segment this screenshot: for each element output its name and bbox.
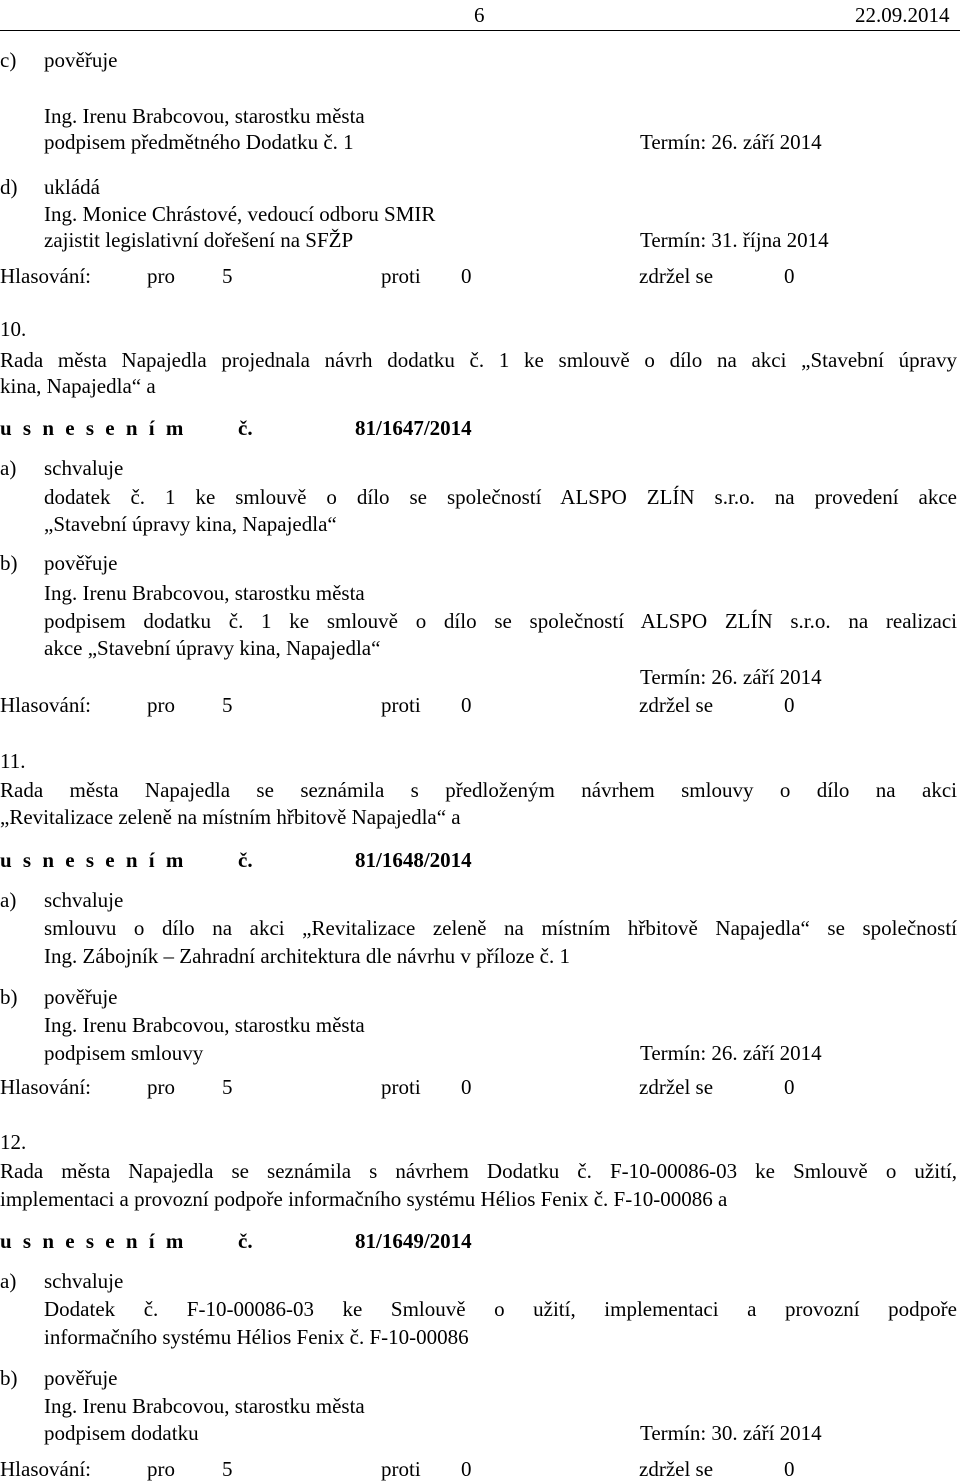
- item-person: Ing. Irenu Brabcovou, starostku města: [44, 1394, 365, 1418]
- vote-pro-count: 5: [222, 693, 233, 717]
- deadline: Termín: 26. září 2014: [640, 130, 822, 154]
- item-text: smlouvu o dílo na akci „Revitalizace zeleně na místním hřbitově Napajedla“ se společností: [44, 916, 957, 940]
- item-text: dodatek č. 1 ke smlouvě o dílo se společností ALSPO ZLÍN s.r.o. na provedení akce: [44, 485, 957, 509]
- item-letter: b): [0, 551, 18, 575]
- item-task: zajistit legislativní dořešení na SFŽP: [44, 228, 354, 252]
- item-person: Ing. Irenu Brabcovou, starostku města: [44, 104, 365, 128]
- resolution-c: č.: [238, 848, 253, 872]
- item-task: podpisem smlouvy: [44, 1041, 204, 1065]
- item-person: Ing. Irenu Brabcovou, starostku města: [44, 1013, 365, 1037]
- resolution-word: u s n e s e n í m: [0, 1229, 187, 1253]
- vote-zdrzel-count: 0: [784, 693, 795, 717]
- item-letter: a): [0, 456, 17, 480]
- section-number: 12.: [0, 1130, 27, 1154]
- vote-zdrzel: zdržel se: [639, 264, 714, 288]
- section-intro: Rada města Napajedla se seznámila s návrhem Dodatku č. F-10-00086-03 ke Smlouvě o užití,: [0, 1159, 957, 1183]
- item-text: „Stavební úpravy kina, Napajedla“: [44, 512, 337, 536]
- vote-zdrzel: zdržel se: [639, 1457, 714, 1481]
- vote-proti-count: 0: [461, 264, 472, 288]
- section-number: 10.: [0, 317, 27, 341]
- vote-proti: proti: [381, 1457, 421, 1481]
- item-verb: schvaluje: [44, 456, 124, 480]
- vote-pro: pro: [147, 1457, 175, 1481]
- section-intro: Rada města Napajedla se seznámila s předloženým návrhem smlouvy o dílo na akci: [0, 778, 957, 802]
- item-text: akce „Stavební úpravy kina, Napajedla“: [44, 636, 381, 660]
- vote-label: Hlasování:: [0, 693, 91, 717]
- item-task: podpisem dodatku: [44, 1421, 199, 1445]
- item-text: Ing. Zábojník – Zahradní architektura dle návrhu v příloze č. 1: [44, 944, 570, 968]
- item-task: podpisem předmětného Dodatku č. 1: [44, 130, 354, 154]
- item-letter: b): [0, 985, 18, 1009]
- item-person: Ing. Irenu Brabcovou, starostku města: [44, 581, 365, 605]
- vote-label: Hlasování:: [0, 1075, 91, 1099]
- vote-proti-count: 0: [461, 1457, 472, 1481]
- item-verb: pověřuje: [44, 48, 118, 72]
- section-number: 11.: [0, 749, 26, 773]
- vote-proti: proti: [381, 264, 421, 288]
- item-letter: d): [0, 175, 18, 199]
- vote-label: Hlasování:: [0, 264, 91, 288]
- resolution-word: u s n e s e n í m: [0, 848, 187, 872]
- section-intro: „Revitalizace zeleně na místním hřbitově Napajedla“ a: [0, 805, 461, 829]
- vote-zdrzel-count: 0: [784, 1075, 795, 1099]
- item-verb: schvaluje: [44, 1269, 124, 1293]
- resolution-number: 81/1647/2014: [355, 416, 472, 440]
- item-text: podpisem dodatku č. 1 ke smlouvě o dílo se společností ALSPO ZLÍN s.r.o. na realizaci: [44, 609, 957, 633]
- item-verb: ukládá: [44, 175, 100, 199]
- vote-proti-count: 0: [461, 693, 472, 717]
- resolution-c: č.: [238, 1229, 253, 1253]
- section-intro: kina, Napajedla“ a: [0, 374, 156, 398]
- vote-zdrzel: zdržel se: [639, 1075, 714, 1099]
- vote-zdrzel-count: 0: [784, 1457, 795, 1481]
- item-verb: schvaluje: [44, 888, 124, 912]
- vote-pro-count: 5: [222, 264, 233, 288]
- item-text: Dodatek č. F-10-00086-03 ke Smlouvě o užití, implementaci a provozní podpoře: [44, 1297, 957, 1321]
- deadline: Termín: 31. října 2014: [640, 228, 829, 252]
- resolution-c: č.: [238, 416, 253, 440]
- header-date: 22.09.2014: [855, 3, 950, 27]
- vote-pro: pro: [147, 693, 175, 717]
- item-letter: a): [0, 888, 17, 912]
- vote-pro-count: 5: [222, 1457, 233, 1481]
- item-verb: pověřuje: [44, 551, 118, 575]
- vote-zdrzel: zdržel se: [639, 693, 714, 717]
- vote-zdrzel-count: 0: [784, 264, 795, 288]
- deadline: Termín: 30. září 2014: [640, 1421, 822, 1445]
- vote-pro-count: 5: [222, 1075, 233, 1099]
- section-intro: implementaci a provozní podpoře informačního systému Hélios Fenix č. F-10-00086 a: [0, 1187, 728, 1211]
- item-verb: pověřuje: [44, 1366, 118, 1390]
- item-letter: b): [0, 1366, 18, 1390]
- item-verb: pověřuje: [44, 985, 118, 1009]
- item-person: Ing. Monice Chrástové, vedoucí odboru SMIR: [44, 202, 436, 226]
- header-rule: [0, 30, 960, 31]
- section-intro: Rada města Napajedla projednala návrh dodatku č. 1 ke smlouvě o dílo na akci „Stavební úpravy: [0, 348, 957, 372]
- deadline: Termín: 26. září 2014: [640, 665, 822, 689]
- vote-pro: pro: [147, 1075, 175, 1099]
- vote-proti: proti: [381, 1075, 421, 1099]
- vote-label: Hlasování:: [0, 1457, 91, 1481]
- resolution-number: 81/1648/2014: [355, 848, 472, 872]
- deadline: Termín: 26. září 2014: [640, 1041, 822, 1065]
- vote-proti: proti: [381, 693, 421, 717]
- page-number: 6: [474, 3, 485, 27]
- item-text: informačního systému Hélios Fenix č. F-10-00086: [44, 1325, 469, 1349]
- vote-pro: pro: [147, 264, 175, 288]
- resolution-number: 81/1649/2014: [355, 1229, 472, 1253]
- item-letter: a): [0, 1269, 17, 1293]
- resolution-word: u s n e s e n í m: [0, 416, 187, 440]
- item-letter: c): [0, 48, 17, 72]
- vote-proti-count: 0: [461, 1075, 472, 1099]
